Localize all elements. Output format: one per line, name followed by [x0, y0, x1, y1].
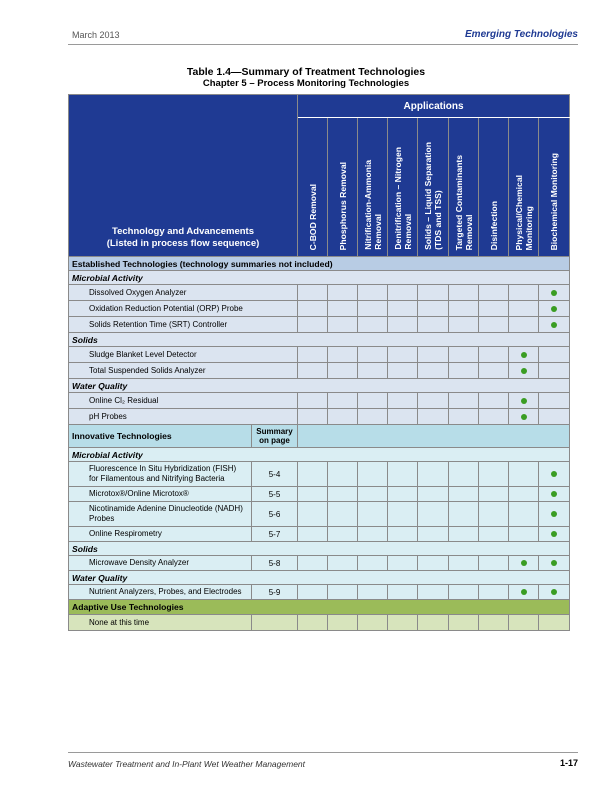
- application-column-line: Targeted Contaminants: [453, 154, 464, 250]
- applicability-dot-icon: [521, 352, 527, 358]
- application-cell: [328, 317, 358, 333]
- application-cell: [328, 502, 358, 527]
- header-date: March 2013: [72, 30, 120, 40]
- application-cell: [509, 363, 539, 379]
- technology-name-line: for Filamentous and Nitrifying Bacteria: [89, 474, 225, 483]
- section-row: [69, 425, 570, 448]
- application-cell: [358, 409, 388, 425]
- application-cell: [449, 409, 479, 425]
- technology-name: None at this time: [69, 615, 252, 631]
- application-cell: [479, 301, 509, 317]
- summary-page-number: 5-8: [252, 556, 298, 571]
- summary-header-line: on page: [259, 436, 290, 445]
- application-cell: [298, 556, 328, 571]
- application-cell: [509, 301, 539, 317]
- application-cell: [509, 615, 539, 631]
- application-column-line: Removal: [372, 214, 383, 250]
- application-cell: [449, 462, 479, 487]
- established-technologies-heading: Established Technologies (technology summaries not included): [69, 257, 570, 271]
- application-column-line: C-BOD Removal: [307, 183, 318, 250]
- application-column-line: Disinfection: [488, 200, 499, 250]
- category-row: [69, 333, 570, 347]
- application-column-line: Biochemical Monitoring: [549, 152, 560, 250]
- technology-name: [69, 556, 252, 571]
- application-cell: [358, 615, 388, 631]
- application-cell: [418, 615, 449, 631]
- technology-header-line: Technology and Advancements: [112, 226, 254, 237]
- applicability-dot-icon: [551, 306, 557, 312]
- applicability-dot-icon: [521, 589, 527, 595]
- application-cell: [328, 585, 358, 600]
- summary-page-number: 5-9: [252, 585, 298, 600]
- table-row: [69, 615, 570, 631]
- application-cell: [539, 585, 570, 600]
- page-number: 1-17: [559, 758, 578, 768]
- application-cell: [479, 363, 509, 379]
- application-cell: [418, 527, 449, 542]
- technology-name-line: Nutrient Analyzers, Probes, and Electrodes: [89, 587, 242, 596]
- technology-header-line: (Listed in process flow sequence): [106, 238, 260, 249]
- application-column-header: [479, 118, 509, 257]
- application-cell: [388, 363, 418, 379]
- application-cell: [479, 502, 509, 527]
- application-column-line: Removal: [463, 214, 474, 250]
- application-column-header: [328, 118, 358, 257]
- application-cell: [449, 393, 479, 409]
- technology-name-line: Fluorescence In Situ Hybridization (FISH): [89, 464, 237, 473]
- application-cell: [298, 487, 328, 502]
- application-cell: [418, 556, 449, 571]
- applicability-dot-icon: [551, 491, 557, 497]
- application-cell: [358, 487, 388, 502]
- technology-name: Dissolved Oxygen Analyzer: [69, 285, 298, 301]
- applicability-dot-icon: [551, 290, 557, 296]
- summary-header-line: Summary: [256, 427, 293, 436]
- application-cell: [328, 462, 358, 487]
- technology-name: pH Probes: [69, 409, 298, 425]
- application-cell: [388, 409, 418, 425]
- applications-header: Applications: [298, 95, 570, 118]
- category-label: Water Quality: [69, 571, 570, 585]
- application-cell: [358, 527, 388, 542]
- summary-page-header: [252, 425, 298, 448]
- application-cell: [358, 393, 388, 409]
- application-cell: [449, 317, 479, 333]
- application-cell: [298, 285, 328, 301]
- category-row: [69, 271, 570, 285]
- summary-page-number: 5-6: [252, 502, 298, 527]
- technology-name-line: Online Respirometry: [89, 529, 162, 538]
- application-cell: [388, 393, 418, 409]
- category-row: [69, 542, 570, 556]
- application-cell: [539, 301, 570, 317]
- category-label: Solids: [69, 542, 570, 556]
- application-column-line: (TDS and TSS): [433, 190, 443, 250]
- table-row: [69, 487, 570, 502]
- adaptive-use-technologies-heading: Adaptive Use Technologies: [69, 600, 570, 615]
- table-row: [69, 317, 570, 333]
- application-cell: [388, 285, 418, 301]
- application-cell: [358, 502, 388, 527]
- technology-name: [69, 487, 252, 502]
- application-cell: [539, 363, 570, 379]
- applicability-dot-icon: [521, 398, 527, 404]
- application-cell: [418, 502, 449, 527]
- table-row: [69, 393, 570, 409]
- application-column-header: [298, 118, 328, 257]
- technology-name: [69, 527, 252, 542]
- header-section-title: Emerging Technologies: [465, 29, 578, 40]
- application-cell: [449, 487, 479, 502]
- application-cell: [328, 409, 358, 425]
- technology-name: Solids Retention Time (SRT) Controller: [69, 317, 298, 333]
- application-cell: [388, 615, 418, 631]
- application-cell: [479, 615, 509, 631]
- category-label: Water Quality: [69, 379, 570, 393]
- application-cell: [509, 502, 539, 527]
- technology-name: [69, 502, 252, 527]
- table-header-row: [69, 95, 570, 118]
- application-cell: [328, 393, 358, 409]
- applicability-dot-icon: [551, 471, 557, 477]
- application-cell: [449, 556, 479, 571]
- application-cell: [418, 462, 449, 487]
- application-cell: [539, 409, 570, 425]
- category-row: [69, 379, 570, 393]
- application-cell: [358, 347, 388, 363]
- application-cell: [479, 317, 509, 333]
- application-column-line: Removal: [402, 214, 413, 250]
- category-label: Microbial Activity: [69, 271, 570, 285]
- application-cell: [539, 502, 570, 527]
- application-cell: [509, 585, 539, 600]
- application-cell: [358, 585, 388, 600]
- applicability-dot-icon: [551, 589, 557, 595]
- table-row: [69, 585, 570, 600]
- application-cell: [509, 409, 539, 425]
- application-cell: [298, 301, 328, 317]
- application-cell: [539, 317, 570, 333]
- application-cell: [298, 393, 328, 409]
- application-cell: [418, 393, 449, 409]
- table-row: [69, 409, 570, 425]
- application-cell: [449, 363, 479, 379]
- table-row: [69, 556, 570, 571]
- applicability-dot-icon: [551, 511, 557, 517]
- application-cell: [298, 585, 328, 600]
- application-cell: [388, 487, 418, 502]
- application-cell: [539, 347, 570, 363]
- category-label: Microbial Activity: [69, 448, 570, 462]
- application-cell: [418, 285, 449, 301]
- application-cell: [418, 347, 449, 363]
- application-cell: [358, 556, 388, 571]
- application-cell: [479, 585, 509, 600]
- application-cell: [418, 301, 449, 317]
- application-cell: [539, 615, 570, 631]
- application-cell: [539, 285, 570, 301]
- application-cell: [298, 347, 328, 363]
- table-row: [69, 347, 570, 363]
- application-cell: [298, 462, 328, 487]
- application-column-header: [358, 118, 388, 257]
- application-cell: [509, 393, 539, 409]
- application-cell: [509, 527, 539, 542]
- application-cell: [449, 615, 479, 631]
- application-cell: [298, 409, 328, 425]
- table-title: Table 1.4—Summary of Treatment Technologies: [186, 66, 426, 78]
- technology-name-line: Nicotinamide Adenine Dinucleotide (NADH): [89, 504, 243, 513]
- summary-page-number: 5-7: [252, 527, 298, 542]
- application-column-header: [418, 118, 449, 257]
- application-column-header: [388, 118, 418, 257]
- application-cell: [449, 301, 479, 317]
- application-cell: [479, 393, 509, 409]
- application-cell: [479, 462, 509, 487]
- application-cell: [298, 615, 328, 631]
- application-cell: [509, 487, 539, 502]
- application-cell: [479, 285, 509, 301]
- application-cell: [539, 487, 570, 502]
- technology-column-header: [69, 95, 298, 257]
- application-cell: [328, 347, 358, 363]
- application-cell: [328, 615, 358, 631]
- application-cell: [509, 462, 539, 487]
- footer-divider: [68, 752, 578, 753]
- application-cell: [449, 527, 479, 542]
- table-row: [69, 462, 570, 487]
- application-cell: [479, 487, 509, 502]
- application-cell: [252, 615, 298, 631]
- section-row: [69, 257, 570, 271]
- application-column-label: [308, 184, 318, 250]
- application-cell: [388, 317, 418, 333]
- technology-name: [69, 585, 252, 600]
- application-column-label: [454, 155, 474, 250]
- applicability-dot-icon: [551, 322, 557, 328]
- application-cell: [539, 393, 570, 409]
- application-column-header: [509, 118, 539, 257]
- technology-name: Sludge Blanket Level Detector: [69, 347, 298, 363]
- application-cell: [449, 285, 479, 301]
- application-column-line: Nitrification-Ammonia: [362, 160, 373, 250]
- application-column-label: [393, 147, 413, 250]
- application-cell: [418, 317, 449, 333]
- application-cell: [358, 317, 388, 333]
- application-cell: [328, 285, 358, 301]
- section-row: [69, 600, 570, 615]
- summary-table: [68, 94, 570, 631]
- applicability-dot-icon: [521, 368, 527, 374]
- application-cell: [539, 556, 570, 571]
- table-row: [69, 527, 570, 542]
- category-row: [69, 448, 570, 462]
- application-cell: [328, 363, 358, 379]
- application-cell: [388, 527, 418, 542]
- application-cell: [509, 556, 539, 571]
- application-column-label: [514, 175, 534, 250]
- application-cell: [358, 363, 388, 379]
- innovative-heading-fill: [298, 425, 570, 448]
- application-cell: [479, 556, 509, 571]
- technology-name: Online Cl₂ Residual: [69, 393, 298, 409]
- application-cell: [328, 301, 358, 317]
- application-cell: [449, 347, 479, 363]
- application-column-line: Denitrification – Nitrogen: [392, 147, 403, 250]
- application-cell: [388, 585, 418, 600]
- application-column-label: [363, 160, 383, 250]
- application-cell: [509, 317, 539, 333]
- applicability-dot-icon: [521, 414, 527, 420]
- application-cell: [418, 585, 449, 600]
- table-row: [69, 363, 570, 379]
- application-column-label: [423, 142, 443, 250]
- application-cell: [388, 301, 418, 317]
- application-cell: [509, 285, 539, 301]
- application-cell: [418, 409, 449, 425]
- application-cell: [298, 502, 328, 527]
- technology-name: Total Suspended Solids Analyzer: [69, 363, 298, 379]
- technology-name-line: Microtox®/Online Microtox®: [89, 489, 189, 498]
- application-cell: [358, 462, 388, 487]
- application-cell: [298, 527, 328, 542]
- technology-name: Oxidation Reduction Potential (ORP) Probe: [69, 301, 298, 317]
- application-cell: [328, 556, 358, 571]
- application-cell: [479, 347, 509, 363]
- application-cell: [509, 347, 539, 363]
- table-row: [69, 285, 570, 301]
- technology-name-line: Microwave Density Analyzer: [89, 558, 190, 567]
- application-cell: [449, 585, 479, 600]
- application-cell: [328, 527, 358, 542]
- header-divider: [68, 44, 578, 45]
- application-column-header: [539, 118, 570, 257]
- application-cell: [298, 363, 328, 379]
- application-cell: [479, 409, 509, 425]
- application-cell: [328, 487, 358, 502]
- category-row: [69, 571, 570, 585]
- application-cell: [418, 487, 449, 502]
- applicability-dot-icon: [521, 560, 527, 566]
- application-cell: [539, 462, 570, 487]
- application-column-label: [338, 162, 348, 250]
- application-cell: [388, 347, 418, 363]
- table-row: [69, 502, 570, 527]
- application-cell: [479, 527, 509, 542]
- application-column-line: Physical/Chemical: [513, 174, 524, 250]
- innovative-technologies-heading: Innovative Technologies: [69, 425, 252, 448]
- technology-name: [69, 462, 252, 487]
- application-cell: [358, 301, 388, 317]
- application-cell: [539, 527, 570, 542]
- application-column-line: Monitoring: [523, 205, 534, 250]
- application-cell: [388, 556, 418, 571]
- application-column-line: Phosphorus Removal: [337, 161, 348, 250]
- summary-page-number: 5-4: [252, 462, 298, 487]
- application-column-label: [549, 153, 559, 250]
- application-cell: [449, 502, 479, 527]
- application-cell: [418, 363, 449, 379]
- application-column-line: Solids – Liquid Separation: [423, 142, 433, 250]
- application-cell: [298, 317, 328, 333]
- application-cell: [358, 285, 388, 301]
- category-label: Solids: [69, 333, 570, 347]
- footer-publication: Wastewater Treatment and In-Plant Wet Weather Management: [68, 759, 306, 769]
- technology-name-line: Probes: [89, 514, 115, 523]
- application-cell: [388, 502, 418, 527]
- applicability-dot-icon: [551, 531, 557, 537]
- application-column-header: [449, 118, 479, 257]
- applicability-dot-icon: [551, 560, 557, 566]
- application-column-label: [489, 201, 499, 250]
- summary-page-number: 5-5: [252, 487, 298, 502]
- table-row: [69, 301, 570, 317]
- table-subtitle: Chapter 5 – Process Monitoring Technologies: [202, 78, 410, 89]
- application-cell: [388, 462, 418, 487]
